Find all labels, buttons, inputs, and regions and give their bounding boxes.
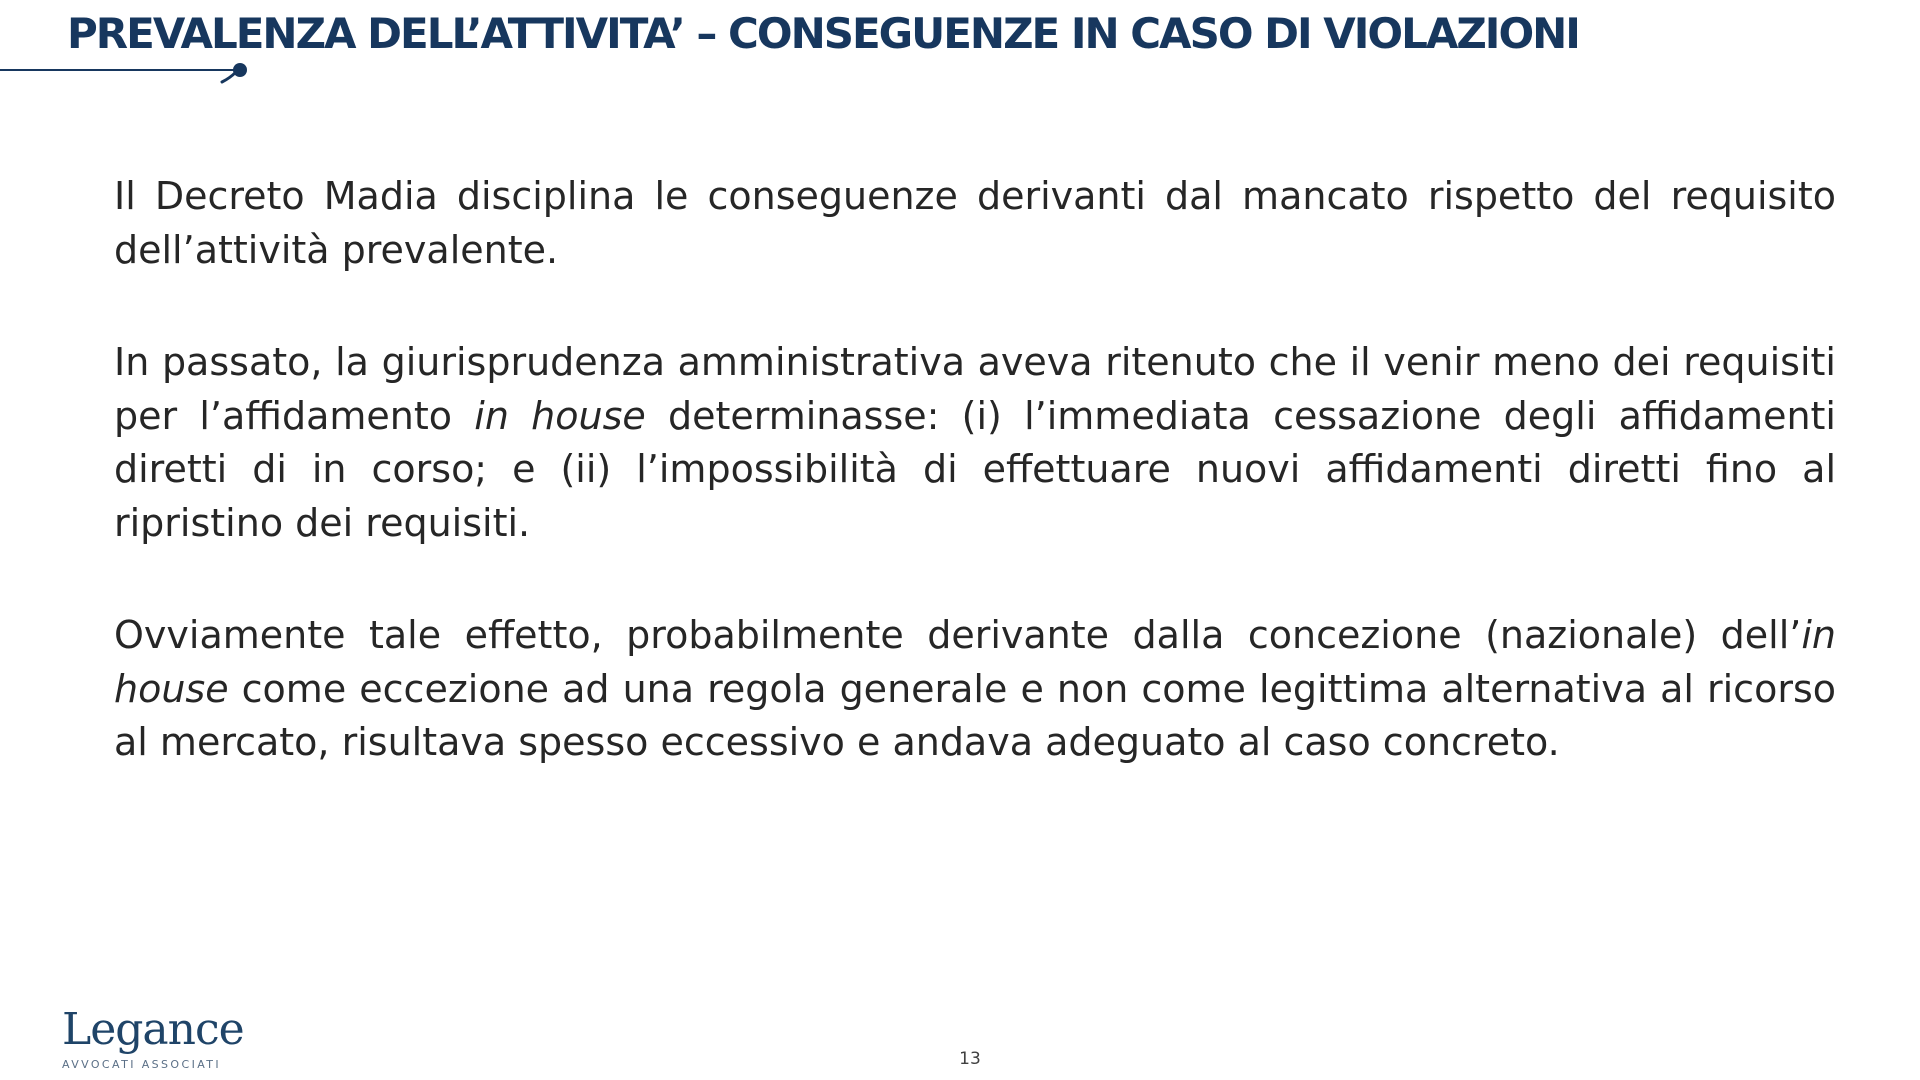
slide-title: PREVALENZA DELL’ATTIVITA’ – CONSEGUENZE IN CASO DI VIOLAZIONI bbox=[67, 9, 1579, 58]
paragraph-3 bbox=[114, 609, 1836, 770]
paragraph-2-text-after: determinasse: (i) l’immediata cessazione degli affidamenti diretti di in corso; e (ii) l’impossibilità di effettuare nuovi affidamenti diretti fino al ripristino dei requisiti. bbox=[114, 393, 1836, 545]
logo-tagline: AVVOCATI ASSOCIATI bbox=[62, 1058, 222, 1071]
slide-body bbox=[114, 170, 1836, 829]
paragraph-2 bbox=[114, 336, 1836, 550]
paragraph-3-text-after: come eccezione ad una regola generale e non come legittima alternativa al ricorso al mercato, risultava spesso eccessivo e andava adeguato al caso concreto. bbox=[114, 666, 1836, 764]
paragraph-1 bbox=[114, 170, 1836, 277]
paragraph-1-text: Il Decreto Madia disciplina le conseguenze derivanti dal mancato rispetto del requisito dell’attività prevalente. bbox=[114, 174, 1836, 272]
logo-wordmark: Legance bbox=[62, 1004, 244, 1055]
page-number: 13 bbox=[959, 1049, 981, 1069]
title-underline-tail bbox=[222, 72, 236, 82]
legance-logo bbox=[62, 1004, 244, 1076]
title-underline-decoration bbox=[0, 58, 260, 88]
paragraph-3-text-before: Ovviamente tale effetto, probabilmente derivante dalla concezione (nazionale) dell’ bbox=[114, 613, 1802, 657]
paragraph-3-italic-term: in house bbox=[114, 613, 1836, 711]
paragraph-2-text-before: In passato, la giurisprudenza amministrativa aveva ritenuto che il venir meno dei requisiti per l’affidamento bbox=[114, 340, 1836, 438]
paragraph-2-italic-term: in house bbox=[474, 393, 646, 438]
